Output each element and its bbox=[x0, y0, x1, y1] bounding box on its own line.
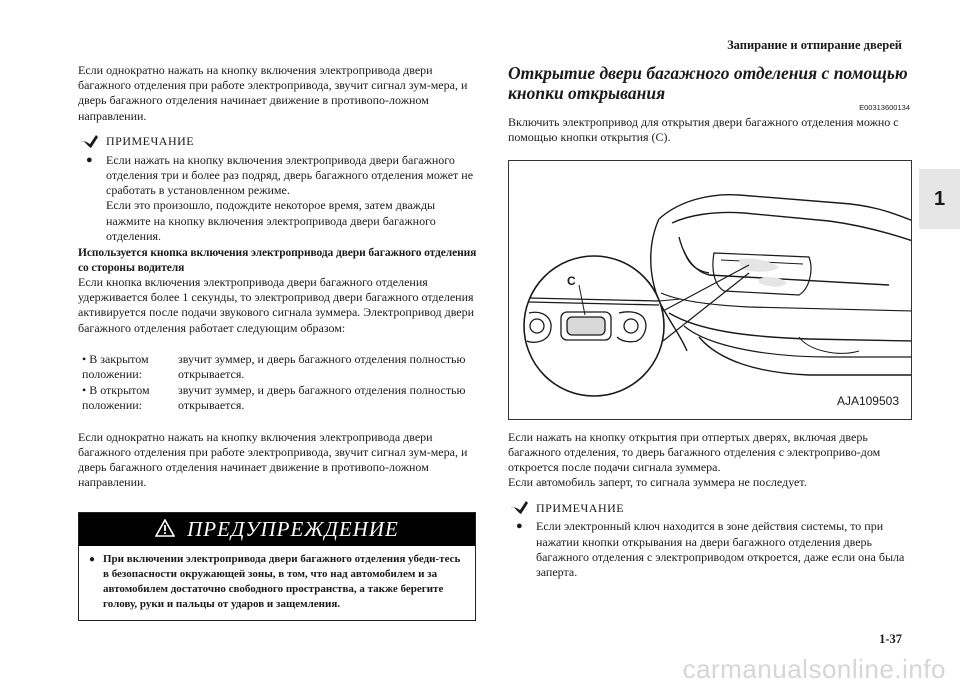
note-bullet bbox=[516, 519, 912, 580]
page-number: 1-37 bbox=[879, 632, 902, 646]
state-label: • В закрытом положении: bbox=[82, 351, 149, 382]
subheading: Используется кнопка включения электропривода двери багажного отделения со стороны водителя bbox=[78, 247, 477, 274]
section-title-line: Открытие двери багажного отделения с помощью bbox=[508, 63, 908, 83]
car-rear-drawing bbox=[509, 161, 912, 420]
paragraph: Если однократно нажать на кнопку включения электропривода двери багажного отделения при работе электропривода, звучит сигнал зум-мера, и дверь багажного отделения начинает движение в противопо-ложном направлении. bbox=[78, 63, 468, 123]
bullet-dot-icon: ● bbox=[89, 554, 96, 566]
paragraph: Если кнопка включения электропривода двери багажного отделения удерживается более 1 секунды, то электропривод двери багажного отделения активируется после подачи звукового сигнала зуммера. Электропривод двери багажного отделения работает следующим образом: bbox=[78, 275, 475, 335]
table-row bbox=[78, 382, 478, 413]
paragraph: Если нажать на кнопку открытия при отпертых дверях, включая дверь багажного отделения, то дверь багажного отделения с электроприво-дом откроется после подачи сигнала зуммера. bbox=[508, 429, 881, 475]
note-heading bbox=[510, 500, 912, 516]
note-bullet bbox=[86, 153, 478, 244]
paragraph: Если автомобиль заперт, то сигнала зуммера не последует. bbox=[508, 475, 807, 490]
warning-body bbox=[79, 546, 475, 620]
warning-text: При включении электропривода двери багажного отделения убеди-тесь в безопасности окружающей зоны, в том, что над автомобилем и за автомобилем достаточно свободного пространства, а также берегите голову, руки и пальцы от ударов и защемления. bbox=[103, 553, 461, 611]
bullet-dot-icon: ● bbox=[516, 520, 523, 533]
note-label: ПРИМЕЧАНИЕ bbox=[106, 134, 195, 149]
pen-icon bbox=[80, 134, 100, 150]
section-code: E00313600134 bbox=[859, 103, 910, 112]
note-label: ПРИМЕЧАНИЕ bbox=[536, 500, 625, 515]
warning-title: ПРЕДУПРЕЖДЕНИЕ bbox=[187, 517, 399, 542]
state-label: • В открытом положении: bbox=[82, 383, 150, 413]
right-column bbox=[508, 63, 912, 580]
paragraph: Если однократно нажать на кнопку включения электропривода двери багажного отделения при работе электропривода, звучит сигнал зум-мера, и дверь багажного отделения начинает движение в противопо-ложном направлении. bbox=[78, 429, 468, 490]
running-header: Запирание и отпирание дверей bbox=[727, 38, 902, 52]
note-text: Если нажать на кнопку включения электропривода двери багажного отделения три и более раз подряд, дверь багажного отделения может не сработать в установленном режиме. bbox=[106, 152, 474, 198]
left-column bbox=[78, 63, 478, 621]
warning-header bbox=[79, 513, 475, 546]
warning-triangle-icon bbox=[155, 519, 175, 541]
paragraph: Включить электропривод для открытия двери багажного отделения можно с помощью кнопки открытия (C). bbox=[508, 115, 899, 145]
table-row bbox=[78, 352, 478, 382]
state-table bbox=[78, 352, 478, 414]
bullet-dot-icon: ● bbox=[86, 153, 93, 166]
callout-label: C bbox=[567, 273, 576, 288]
figure-code: AJA109503 bbox=[836, 394, 899, 409]
section-title-line: кнопки открывания bbox=[508, 83, 666, 103]
note-heading bbox=[80, 134, 478, 150]
warning-box bbox=[78, 512, 476, 621]
state-text: звучит зуммер, и дверь багажного отделения полностью открывается. bbox=[178, 383, 466, 413]
section-title bbox=[508, 63, 912, 103]
note-text: Если это произошло, подождите некоторое время, затем дважды нажмите на кнопку включения электропривода двери багажного отделения. bbox=[106, 198, 436, 243]
tailgate-button-illustration bbox=[508, 160, 912, 420]
state-text: звучит зуммер, и дверь багажного отделения полностью открывается. bbox=[178, 351, 466, 382]
pen-icon bbox=[510, 500, 530, 516]
chapter-tab: 1 bbox=[919, 169, 960, 229]
note-text: Если электронный ключ находится в зоне действия системы, то при нажатии кнопки открывания на двери багажного отделения дверь багажного отделения с электроприводом откроется, даже если она была заперта. bbox=[536, 519, 905, 580]
watermark: carmanualsonline.info bbox=[682, 654, 946, 682]
